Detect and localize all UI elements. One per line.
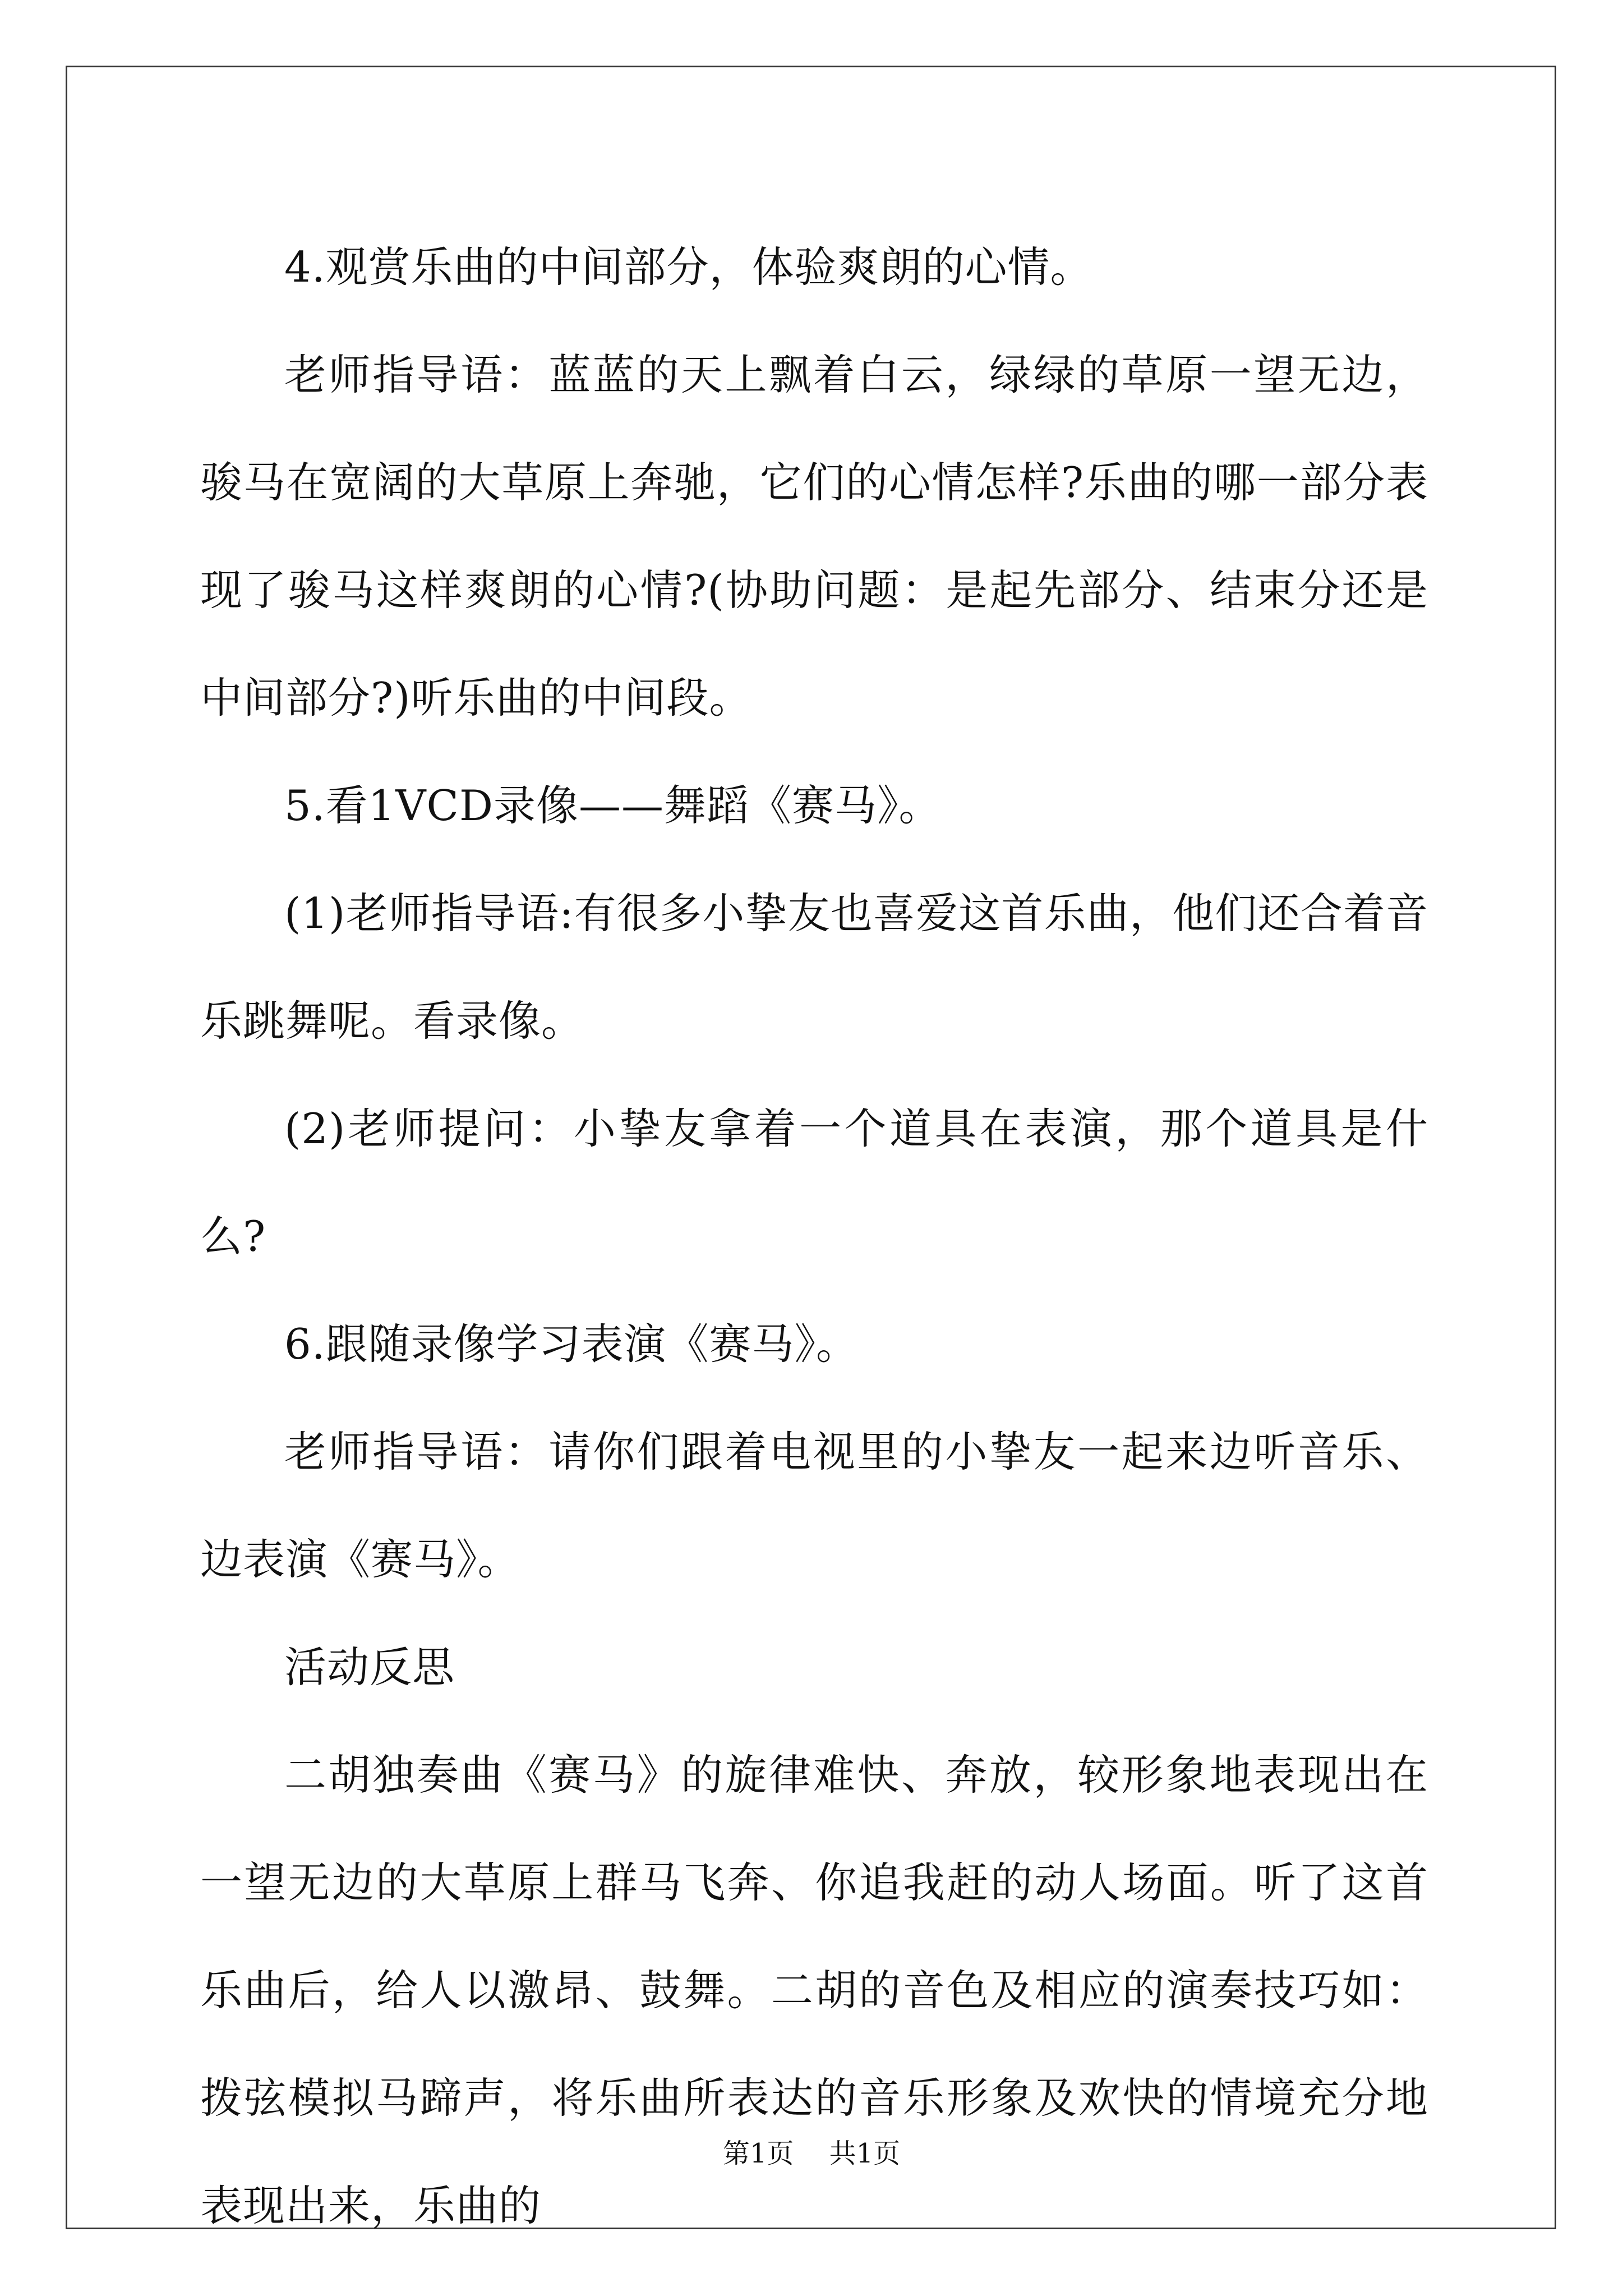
- paragraph-1: 4.观赏乐曲的中间部分，体验爽朗的心情。: [284, 242, 1093, 292]
- document-body: [200, 213, 1428, 2260]
- paragraph-4: (1)老师指导语:有很多小挚友也喜爱这首乐曲，他们还合着音乐跳舞呢。看录像。: [200, 889, 1428, 1046]
- paragraph-7: 老师指导语：请你们跟着电视里的小挚友一起来边听音乐、边表演《赛马》。: [200, 1427, 1428, 1584]
- paragraph-9: 二胡独奏曲《赛马》的旋律难快、奔放，较形象地表现出在一望无边的大草原上群马飞奔、你追我赶的动人场面。听了这首乐曲后，给人以激昂、鼓舞。二胡的音色及相应的演奏技巧如：拨弦模拟马蹄声，将乐曲所表达的音乐形象及欢快的情境充分地表现出来，乐曲的: [200, 1750, 1428, 2230]
- paragraph-3: 5.看1VCD录像——舞蹈《赛马》。: [284, 781, 942, 830]
- page-footer: [0, 2132, 1623, 2170]
- paragraph-5: (2)老师提问：小挚友拿着一个道具在表演，那个道具是什么?: [200, 1104, 1428, 1261]
- page-number: 第1页: [722, 2138, 794, 2169]
- section-heading-reflection: 活动反思: [284, 1642, 455, 1692]
- paragraph-6: 6.跟随录像学习表演《赛马》。: [284, 1319, 859, 1369]
- page-total: 共1页: [829, 2138, 901, 2169]
- paragraph-2: 老师指导语：蓝蓝的天上飘着白云，绿绿的草原一望无边，骏马在宽阔的大草原上奔驰，它们的心情怎样?乐曲的哪一部分表现了骏马这样爽朗的心情?(协助问题：是起先部分、结束分还是中间部分?)听乐曲的中间段。: [200, 350, 1428, 723]
